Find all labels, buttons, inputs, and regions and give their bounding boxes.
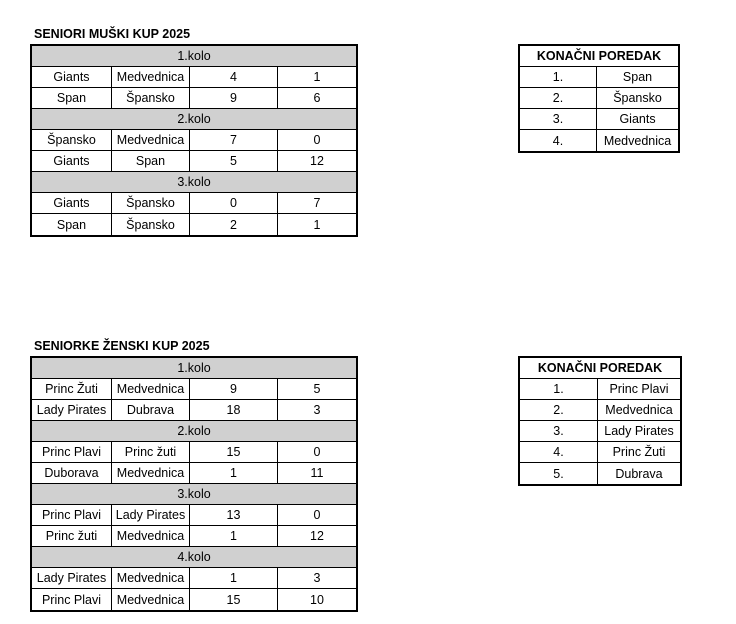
men-results-table — [30, 44, 358, 237]
home-team: Princ Plavi — [32, 505, 112, 525]
away-team: Medvednica — [112, 67, 190, 87]
home-team: Span — [32, 214, 112, 235]
away-score: 12 — [310, 529, 324, 543]
standing-team: Princ Žuti — [612, 445, 666, 459]
home-score: 4 — [190, 67, 278, 87]
away-score: 0 — [313, 133, 321, 147]
table-row — [32, 400, 356, 421]
home-team: Princ Žuti — [32, 379, 112, 399]
table-row — [32, 193, 356, 214]
standing-position: 2. — [520, 400, 598, 420]
table-row — [32, 589, 356, 610]
away-team: Špansko — [112, 88, 190, 108]
round-header: 1.kolo — [32, 358, 356, 378]
standing-position: 1. — [520, 379, 598, 399]
home-score: 1 — [190, 568, 278, 588]
table-row — [520, 88, 678, 109]
home-team: Princ Plavi — [32, 442, 112, 462]
away-team: Medvednica — [112, 589, 190, 610]
home-team: Princ Plavi — [32, 589, 112, 610]
home-score: 9 — [190, 379, 278, 399]
table-row — [32, 526, 356, 547]
table-row — [520, 400, 680, 421]
home-team: Lady Pirates — [32, 568, 112, 588]
away-team: Špansko — [112, 214, 190, 235]
away-team: Lady Pirates — [112, 505, 190, 525]
round-header: 2.kolo — [32, 421, 356, 441]
standings-title: KONAČNI POREDAK — [536, 49, 662, 63]
home-score: 5 — [190, 151, 278, 171]
standing-team: Princ Plavi — [609, 382, 669, 396]
away-score: 0 — [313, 508, 321, 522]
away-score: 11 — [310, 466, 324, 480]
standing-position: 1. — [520, 67, 597, 87]
women-standings-table — [518, 356, 682, 486]
table-row — [32, 130, 356, 151]
table-row — [520, 67, 678, 88]
table-row — [32, 151, 356, 172]
standing-team: Medvednica — [603, 133, 672, 148]
standing-team: Medvednica — [605, 403, 673, 417]
table-row — [32, 67, 356, 88]
away-score: 5 — [313, 382, 321, 396]
table-row — [32, 214, 356, 235]
home-score: 7 — [190, 130, 278, 150]
round-header: 1.kolo — [32, 46, 356, 66]
men-standings-table — [518, 44, 680, 153]
round-header: 2.kolo — [32, 109, 356, 129]
table-row — [32, 88, 356, 109]
standing-position: 3. — [520, 109, 597, 129]
away-score: 7 — [313, 196, 321, 210]
home-team: Princ žuti — [32, 526, 112, 546]
round-header: 3.kolo — [32, 484, 356, 504]
away-score: 10 — [310, 592, 324, 607]
away-score: 1 — [313, 217, 321, 232]
home-score: 15 — [190, 442, 278, 462]
round-header: 4.kolo — [32, 547, 356, 567]
away-team: Medvednica — [112, 526, 190, 546]
home-score: 1 — [190, 526, 278, 546]
standing-team: Dubrava — [615, 466, 663, 481]
home-score: 15 — [190, 589, 278, 610]
women-cup-title: SENIORKE ŽENSKI KUP 2025 — [34, 339, 210, 353]
standings-title: KONAČNI POREDAK — [537, 361, 663, 375]
table-row — [520, 130, 678, 151]
home-team: Lady Pirates — [32, 400, 112, 420]
away-score: 6 — [313, 91, 321, 105]
table-row — [32, 442, 356, 463]
home-team: Giants — [32, 193, 112, 213]
away-score: 12 — [310, 154, 324, 168]
home-team: Span — [32, 88, 112, 108]
table-row — [32, 568, 356, 589]
standing-team: Span — [622, 70, 653, 84]
table-row — [32, 505, 356, 526]
table-row — [520, 442, 680, 463]
men-cup-title: SENIORI MUŠKI KUP 2025 — [34, 27, 191, 41]
home-score: 2 — [190, 214, 278, 235]
home-score: 18 — [190, 400, 278, 420]
away-score: 3 — [313, 403, 321, 417]
table-row — [520, 421, 680, 442]
away-team: Medvednica — [112, 130, 190, 150]
standing-team: Lady Pirates — [604, 424, 674, 438]
home-team: Giants — [32, 151, 112, 171]
standing-position: 3. — [520, 421, 598, 441]
away-team: Medvednica — [112, 379, 190, 399]
table-row — [32, 379, 356, 400]
home-team: Duborava — [32, 463, 112, 483]
standing-team: Špansko — [613, 91, 662, 105]
table-row — [520, 379, 680, 400]
standing-position: 4. — [520, 130, 597, 151]
away-team: Span — [112, 151, 190, 171]
home-team: Špansko — [32, 130, 112, 150]
home-score: 13 — [190, 505, 278, 525]
women-results-table — [30, 356, 358, 612]
home-score: 0 — [190, 193, 278, 213]
table-row — [32, 463, 356, 484]
standing-position: 2. — [520, 88, 597, 108]
standing-position: 5. — [520, 463, 598, 484]
away-team: Medvednica — [112, 463, 190, 483]
away-team: Medvednica — [112, 568, 190, 588]
table-row — [520, 109, 678, 130]
table-row — [520, 463, 680, 484]
home-score: 9 — [190, 88, 278, 108]
away-team: Dubrava — [112, 400, 190, 420]
away-score: 3 — [313, 571, 321, 585]
away-team: Špansko — [112, 193, 190, 213]
away-score: 1 — [313, 70, 321, 84]
away-team: Princ žuti — [112, 442, 190, 462]
round-header: 3.kolo — [32, 172, 356, 192]
standing-position: 4. — [520, 442, 598, 462]
away-score: 0 — [313, 445, 321, 459]
home-score: 1 — [190, 463, 278, 483]
standing-team: Giants — [619, 112, 656, 126]
home-team: Giants — [32, 67, 112, 87]
